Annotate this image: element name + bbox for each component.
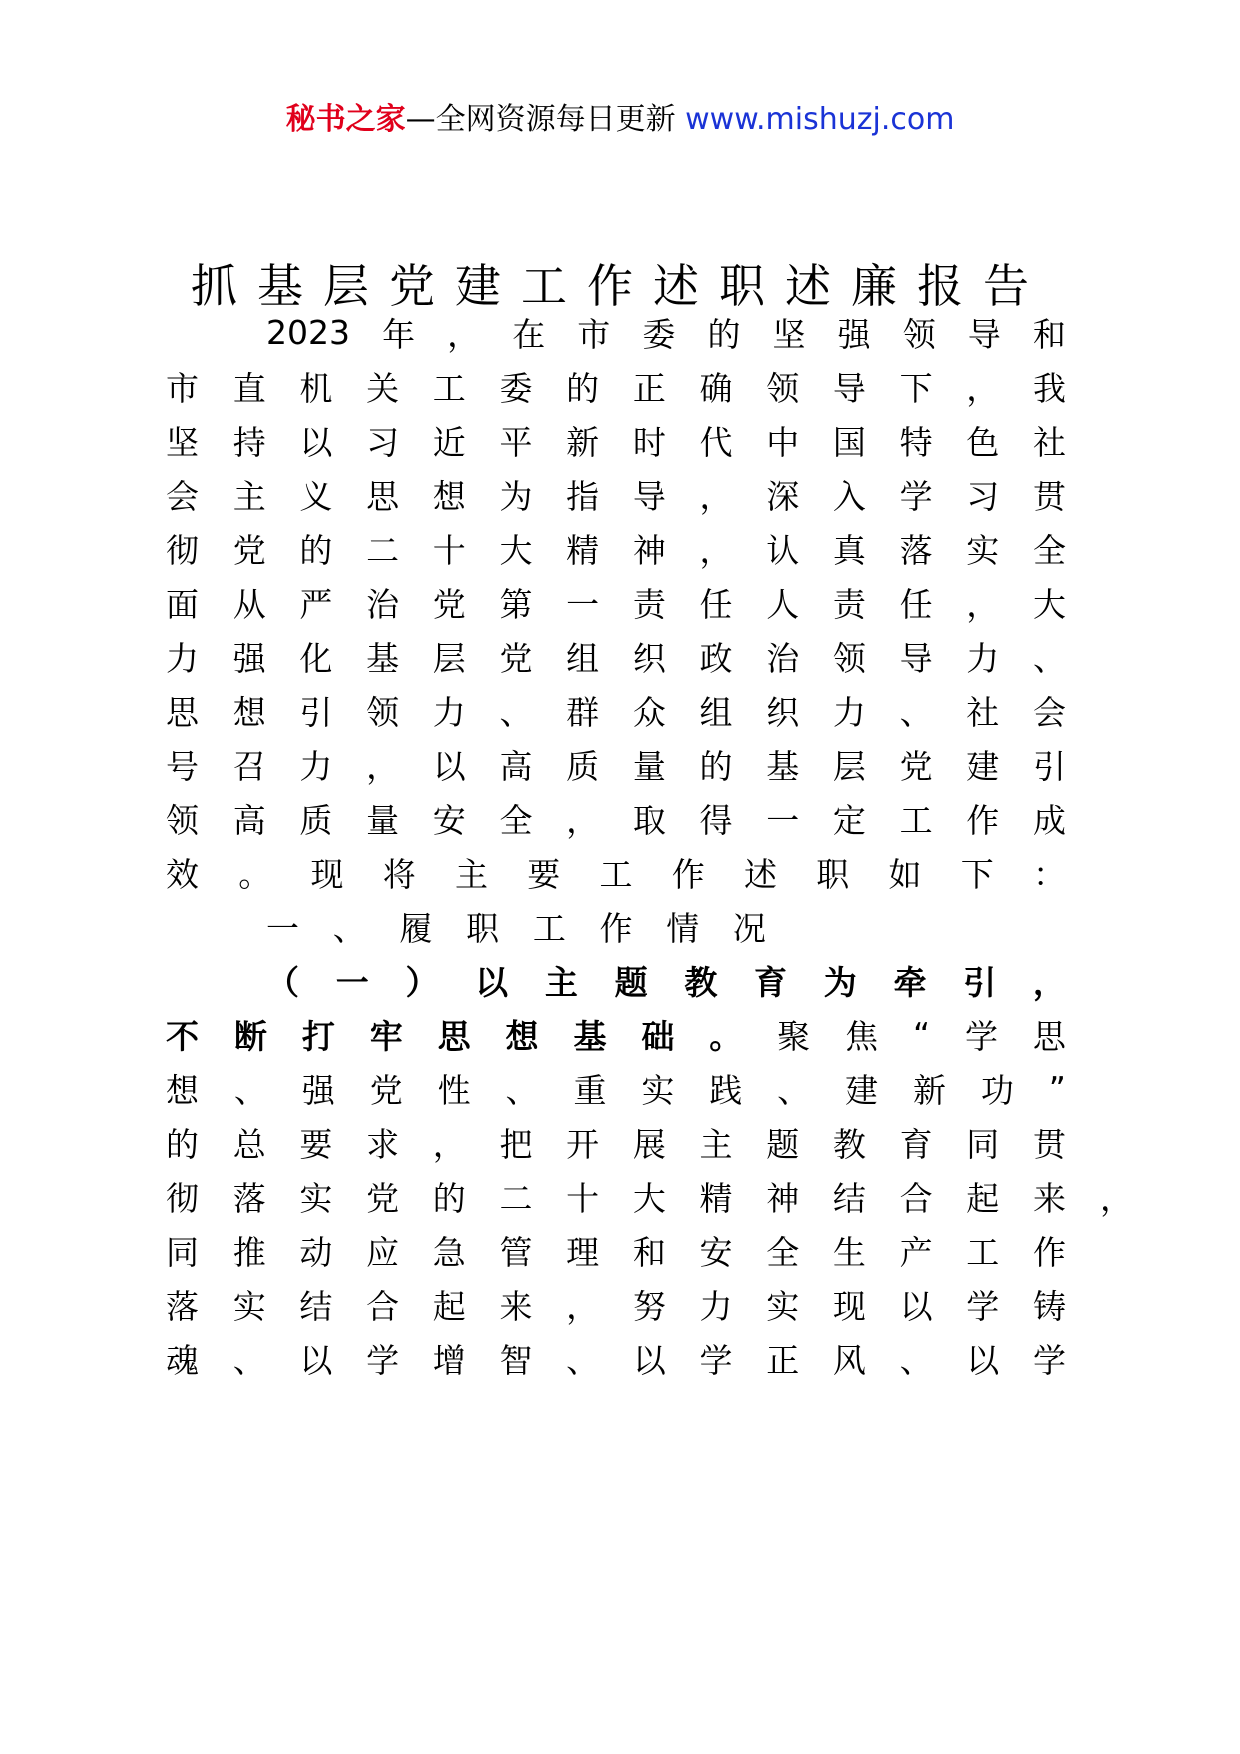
overflow-punctuation: ， bbox=[1100, 1178, 1133, 1218]
body-line: 落 实 结 合 起 来 ， 努 力 实 现 以 学 铸 bbox=[166, 1286, 1066, 1326]
body-line: 2023 年 ， 在 市 委 的 坚 强 领 导 和 bbox=[266, 312, 1066, 354]
body-line: 会 主 义 思 想 为 指 导 ， 深 入 学 习 贯 bbox=[166, 476, 1066, 516]
body-line: （ 一 ） 以 主 题 教 育 为 牵 引 ， bbox=[266, 962, 1066, 1002]
body-line: 彻 党 的 二 十 大 精 神 ， 认 真 落 实 全 bbox=[166, 530, 1066, 570]
body-line: 的 总 要 求 ， 把 开 展 主 题 教 育 同 贯 bbox=[166, 1124, 1066, 1164]
body-line: 魂 、 以 学 增 智 、 以 学 正 风 、 以 学 bbox=[166, 1340, 1066, 1380]
body-line: 坚 持 以 习 近 平 新 时 代 中 国 特 色 社 bbox=[166, 422, 1066, 462]
header-slogan: —全网资源每日更新 bbox=[405, 102, 676, 137]
body-line: 领 高 质 量 安 全 ， 取 得 一 定 工 作 成 bbox=[166, 800, 1066, 840]
body-line: 市 直 机 关 工 委 的 正 确 领 导 下 ， 我 bbox=[166, 368, 1066, 408]
body-line: 力 强 化 基 层 党 组 织 政 治 领 导 力 、 bbox=[166, 638, 1066, 678]
document-title: 抓基层党建工作述职述廉报告 bbox=[191, 259, 1049, 313]
body-line: 面 从 严 治 党 第 一 责 任 人 责 任 ， 大 bbox=[166, 584, 1066, 624]
body-line: 一 、 履 职 工 作 情 况 bbox=[266, 908, 766, 948]
brand-name: 秘书之家 bbox=[285, 102, 406, 137]
body-line: 同 推 动 应 急 管 理 和 安 全 生 产 工 作 bbox=[166, 1232, 1066, 1272]
site-url-link[interactable]: www.mishuzj.com bbox=[685, 102, 955, 137]
body-line: 号 召 力 ， 以 高 质 量 的 基 层 党 建 引 bbox=[166, 746, 1066, 786]
body-line: 效 。 现 将 主 要 工 作 述 职 如 下 ： bbox=[166, 854, 1066, 894]
body-line: 不 断 打 牢 思 想 基 础 。 聚 焦 “ 学 思 bbox=[166, 1014, 1066, 1056]
body-line: 思 想 引 领 力 、 群 众 组 织 力 、 社 会 bbox=[166, 692, 1066, 732]
body-line: 想 、 强 党 性 、 重 实 践 、 建 新 功 ” bbox=[166, 1068, 1066, 1110]
site-header bbox=[0, 100, 1240, 140]
body-line: 彻 落 实 党 的 二 十 大 精 神 结 合 起 来 bbox=[166, 1178, 1066, 1218]
